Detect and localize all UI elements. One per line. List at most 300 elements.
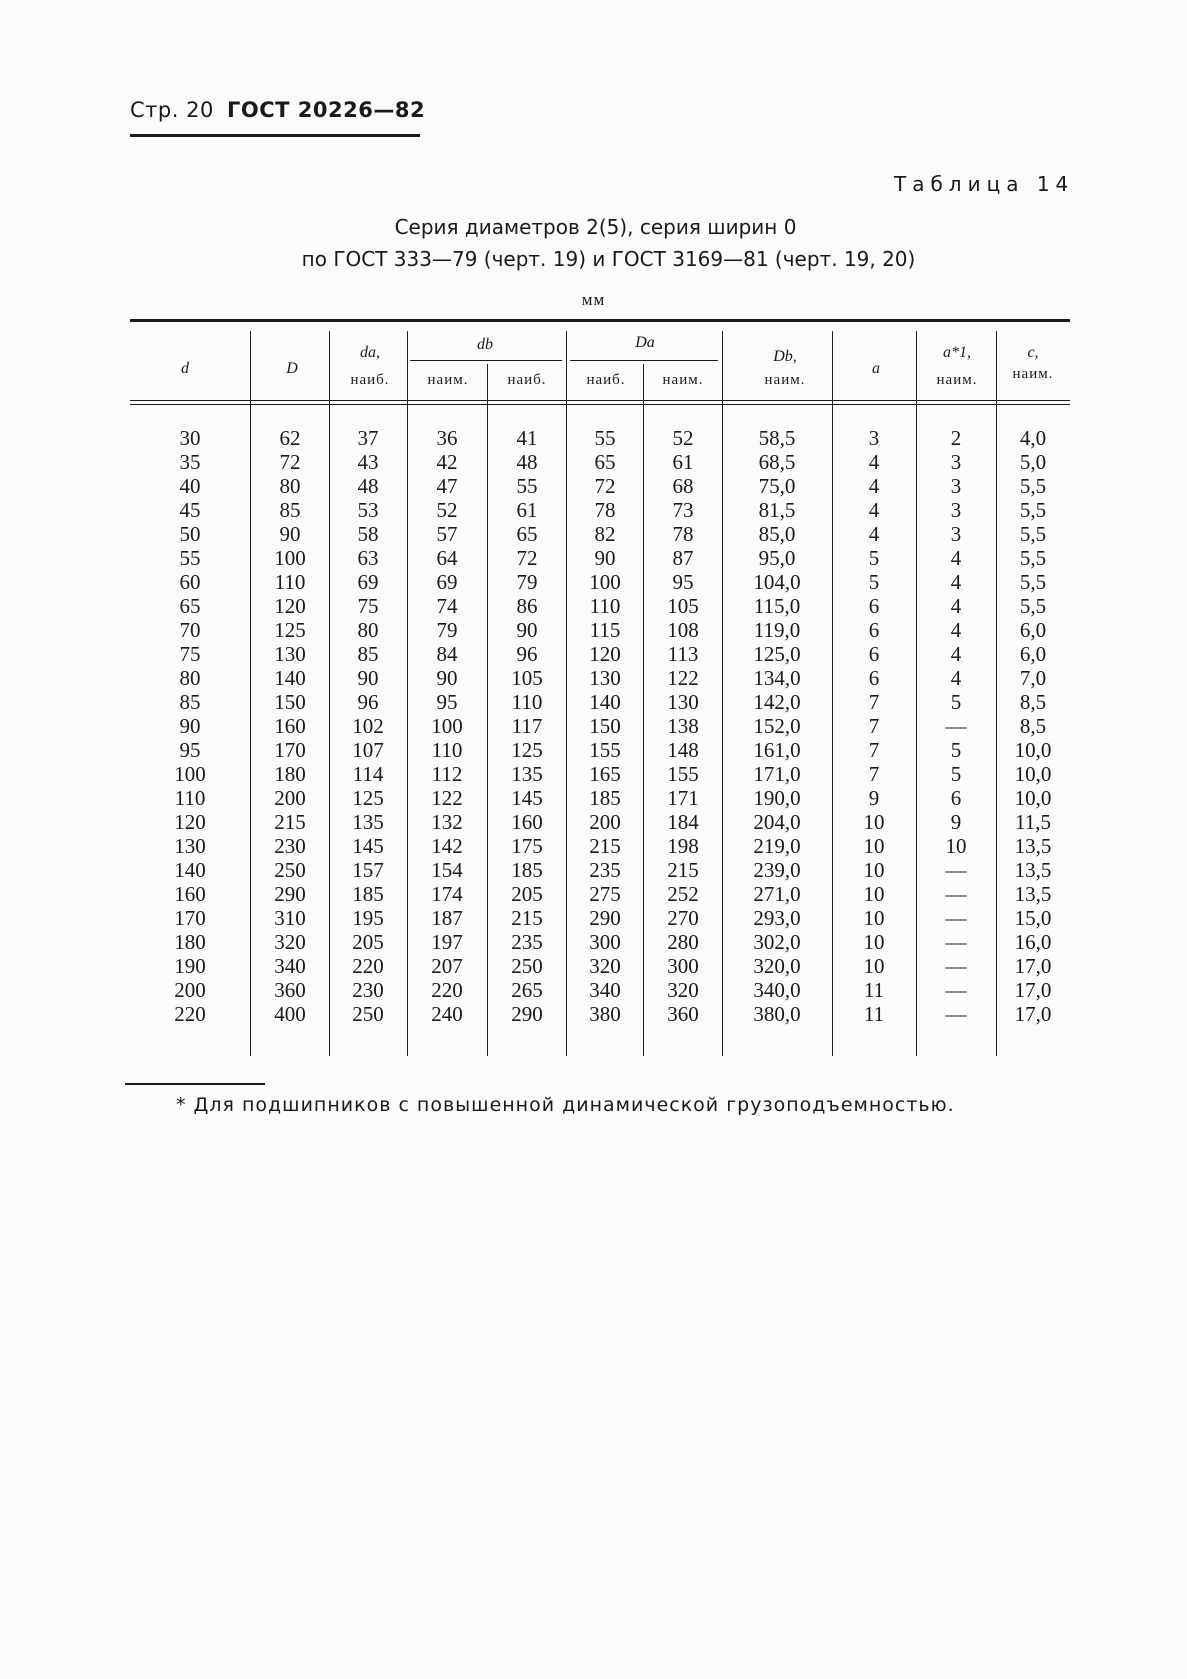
cell-Da-max: 200: [589, 810, 621, 834]
cell-da: 157: [352, 858, 384, 882]
cell-c: 10,0: [1014, 762, 1052, 786]
table-row: [0, 954, 1187, 978]
cell-Da-min: 198: [667, 834, 699, 858]
cell-Db: 340,0: [753, 978, 801, 1002]
cell-a: 9: [868, 786, 880, 810]
cell-da: 102: [352, 714, 384, 738]
cell-Da-min: 148: [667, 738, 699, 762]
cell-Da-min: 280: [667, 930, 699, 954]
cell-c: 5,5: [1019, 474, 1047, 498]
cell-da: 75: [357, 594, 379, 618]
cell-D: 120: [274, 594, 306, 618]
cell-d: 45: [179, 498, 201, 522]
cell-d: 35: [179, 450, 201, 474]
cell-a1: 10: [945, 834, 967, 858]
cell-da: 96: [357, 690, 379, 714]
cell-a1: 4: [950, 642, 962, 666]
table-row: [0, 738, 1187, 762]
cell-db-min: 79: [436, 618, 458, 642]
table-row: [0, 546, 1187, 570]
cell-a: 10: [863, 858, 885, 882]
cell-c: 7,0: [1019, 666, 1047, 690]
header-Da: Da: [635, 334, 655, 351]
cell-c: 17,0: [1014, 1002, 1052, 1026]
cell-Db: 219,0: [753, 834, 801, 858]
cell-Da-min: 184: [667, 810, 699, 834]
cell-Da-min: 360: [667, 1002, 699, 1026]
cell-Da-max: 78: [594, 498, 616, 522]
cell-Da-min: 95: [672, 570, 694, 594]
cell-db-min: 220: [431, 978, 463, 1002]
cell-db-min: 95: [436, 690, 458, 714]
header-da-sub: наиб.: [350, 372, 390, 388]
cell-d: 140: [174, 858, 206, 882]
cell-Db: 161,0: [753, 738, 801, 762]
cell-db-min: 132: [431, 810, 463, 834]
cell-c: 10,0: [1014, 738, 1052, 762]
cell-d: 40: [179, 474, 201, 498]
cell-d: 220: [174, 1002, 206, 1026]
table-row: [0, 930, 1187, 954]
cell-Da-min: 320: [667, 978, 699, 1002]
cell-Da-max: 165: [589, 762, 621, 786]
cell-db-min: 197: [431, 930, 463, 954]
cell-Da-min: 215: [667, 858, 699, 882]
table-row: [0, 762, 1187, 786]
cell-c: 10,0: [1014, 786, 1052, 810]
cell-db-min: 122: [431, 786, 463, 810]
cell-c: 5,5: [1019, 546, 1047, 570]
cell-a1: —: [945, 978, 967, 1002]
cell-db-max: 185: [511, 858, 543, 882]
cell-da: 85: [357, 642, 379, 666]
cell-d: 90: [179, 714, 201, 738]
cell-da: 250: [352, 1002, 384, 1026]
table-label: Таблица 14: [894, 172, 1075, 196]
cell-db-max: 125: [511, 738, 543, 762]
cell-c: 13,5: [1014, 882, 1052, 906]
cell-db-min: 52: [436, 498, 458, 522]
cell-D: 320: [274, 930, 306, 954]
cell-D: 90: [279, 522, 301, 546]
cell-Db: 119,0: [753, 618, 801, 642]
cell-Da-min: 252: [667, 882, 699, 906]
cell-Db: 142,0: [753, 690, 801, 714]
cell-db-min: 142: [431, 834, 463, 858]
cell-D: 170: [274, 738, 306, 762]
cell-Da-max: 72: [594, 474, 616, 498]
cell-Db: 134,0: [753, 666, 801, 690]
cell-a1: 4: [950, 618, 962, 642]
cell-D: 62: [279, 426, 301, 450]
units-label: мм: [581, 290, 606, 309]
cell-db-min: 90: [436, 666, 458, 690]
cell-db-max: 175: [511, 834, 543, 858]
cell-a: 4: [868, 450, 880, 474]
cell-a1: 5: [950, 762, 962, 786]
cell-db-max: 205: [511, 882, 543, 906]
table-row: [0, 858, 1187, 882]
cell-a1: —: [945, 1002, 967, 1026]
cell-Da-min: 130: [667, 690, 699, 714]
cell-db-max: 65: [516, 522, 538, 546]
header-db-min: наим.: [427, 372, 469, 388]
header-bottom-rule: [130, 400, 1070, 401]
cell-db-min: 100: [431, 714, 463, 738]
cell-a1: 3: [950, 498, 962, 522]
cell-c: 13,5: [1014, 858, 1052, 882]
header-d: d: [181, 360, 189, 377]
standard-number: ГОСТ 20226—82: [227, 98, 426, 122]
cell-c: 4,0: [1019, 426, 1047, 450]
cell-a: 10: [863, 810, 885, 834]
cell-D: 400: [274, 1002, 306, 1026]
cell-db-max: 215: [511, 906, 543, 930]
cell-D: 360: [274, 978, 306, 1002]
cell-a: 7: [868, 762, 880, 786]
table-row: [0, 426, 1187, 450]
cell-Db: 104,0: [753, 570, 801, 594]
cell-D: 85: [279, 498, 301, 522]
cell-da: 58: [357, 522, 379, 546]
cell-db-max: 235: [511, 930, 543, 954]
page-header: [130, 98, 425, 122]
cell-c: 15,0: [1014, 906, 1052, 930]
cell-Da-min: 52: [672, 426, 694, 450]
cell-db-min: 36: [436, 426, 458, 450]
cell-Da-min: 73: [672, 498, 694, 522]
cell-db-max: 79: [516, 570, 538, 594]
cell-a1: —: [945, 882, 967, 906]
cell-db-min: 240: [431, 1002, 463, 1026]
table-caption-line1: Серия диаметров 2(5), серия ширин 0: [394, 215, 797, 239]
cell-D: 230: [274, 834, 306, 858]
cell-a: 11: [863, 1002, 885, 1026]
cell-c: 8,5: [1019, 690, 1047, 714]
cell-da: 185: [352, 882, 384, 906]
table-row: [0, 570, 1187, 594]
cell-db-max: 110: [511, 690, 543, 714]
cell-D: 80: [279, 474, 301, 498]
cell-Db: 293,0: [753, 906, 801, 930]
cell-d: 30: [179, 426, 201, 450]
cell-Db: 115,0: [753, 594, 801, 618]
cell-D: 160: [274, 714, 306, 738]
table-row: [0, 690, 1187, 714]
cell-da: 53: [357, 498, 379, 522]
cell-a1: —: [945, 858, 967, 882]
cell-d: 130: [174, 834, 206, 858]
table-body: [0, 426, 1187, 1026]
cell-da: 220: [352, 954, 384, 978]
cell-da: 69: [357, 570, 379, 594]
cell-Da-max: 55: [594, 426, 616, 450]
cell-Da-max: 235: [589, 858, 621, 882]
header-db-max: наиб.: [507, 372, 547, 388]
cell-Da-max: 110: [589, 594, 621, 618]
cell-c: 5,5: [1019, 522, 1047, 546]
cell-D: 130: [274, 642, 306, 666]
table-row: [0, 906, 1187, 930]
cell-da: 90: [357, 666, 379, 690]
cell-D: 310: [274, 906, 306, 930]
cell-db-min: 69: [436, 570, 458, 594]
cell-Da-max: 82: [594, 522, 616, 546]
cell-db-min: 187: [431, 906, 463, 930]
cell-c: 5,5: [1019, 570, 1047, 594]
cell-D: 250: [274, 858, 306, 882]
cell-a: 4: [868, 474, 880, 498]
cell-D: 200: [274, 786, 306, 810]
cell-da: 48: [357, 474, 379, 498]
header-a1-sub: наим.: [936, 372, 978, 388]
cell-Db: 125,0: [753, 642, 801, 666]
cell-a1: —: [945, 930, 967, 954]
cell-db-min: 174: [431, 882, 463, 906]
cell-a: 6: [868, 618, 880, 642]
cell-a1: 3: [950, 474, 962, 498]
cell-a1: 4: [950, 666, 962, 690]
cell-d: 190: [174, 954, 206, 978]
cell-a1: —: [945, 714, 967, 738]
cell-db-max: 290: [511, 1002, 543, 1026]
table-row: [0, 666, 1187, 690]
cell-Db: 239,0: [753, 858, 801, 882]
cell-c: 6,0: [1019, 642, 1047, 666]
cell-D: 110: [274, 570, 306, 594]
cell-db-max: 135: [511, 762, 543, 786]
header-Da-min: наим.: [662, 372, 704, 388]
cell-db-min: 42: [436, 450, 458, 474]
cell-d: 180: [174, 930, 206, 954]
cell-c: 17,0: [1014, 954, 1052, 978]
cell-Db: 58,5: [758, 426, 796, 450]
cell-a: 10: [863, 954, 885, 978]
table-row: [0, 474, 1187, 498]
cell-d: 160: [174, 882, 206, 906]
header-c-sub: наим.: [1012, 366, 1054, 382]
cell-Da-min: 300: [667, 954, 699, 978]
cell-Da-min: 270: [667, 906, 699, 930]
cell-a: 4: [868, 522, 880, 546]
table-row: [0, 786, 1187, 810]
cell-Da-min: 105: [667, 594, 699, 618]
cell-Da-max: 185: [589, 786, 621, 810]
cell-db-min: 112: [431, 762, 463, 786]
cell-Da-max: 340: [589, 978, 621, 1002]
cell-a: 7: [868, 738, 880, 762]
cell-db-min: 74: [436, 594, 458, 618]
cell-Da-max: 290: [589, 906, 621, 930]
cell-d: 50: [179, 522, 201, 546]
cell-a: 10: [863, 930, 885, 954]
cell-da: 43: [357, 450, 379, 474]
header-Db: Db,: [773, 348, 797, 365]
cell-d: 200: [174, 978, 206, 1002]
cell-da: 80: [357, 618, 379, 642]
cell-c: 8,5: [1019, 714, 1047, 738]
cell-c: 5,5: [1019, 498, 1047, 522]
cell-db-max: 117: [511, 714, 543, 738]
cell-c: 13,5: [1014, 834, 1052, 858]
cell-Da-max: 380: [589, 1002, 621, 1026]
cell-db-min: 47: [436, 474, 458, 498]
header-D: D: [286, 360, 298, 377]
cell-db-max: 72: [516, 546, 538, 570]
cell-a: 5: [868, 546, 880, 570]
cell-Db: 271,0: [753, 882, 801, 906]
cell-a1: 4: [950, 546, 962, 570]
cell-D: 140: [274, 666, 306, 690]
cell-a: 7: [868, 714, 880, 738]
cell-D: 72: [279, 450, 301, 474]
cell-db-max: 96: [516, 642, 538, 666]
table-caption-line2: по ГОСТ 333—79 (черт. 19) и ГОСТ 3169—81 (черт. 19, 20): [301, 247, 916, 271]
cell-d: 110: [174, 786, 206, 810]
cell-Da-min: 87: [672, 546, 694, 570]
cell-d: 70: [179, 618, 201, 642]
header-Da-max: наиб.: [586, 372, 626, 388]
cell-a: 10: [863, 906, 885, 930]
cell-Db: 320,0: [753, 954, 801, 978]
cell-Da-max: 275: [589, 882, 621, 906]
cell-a: 4: [868, 498, 880, 522]
cell-Da-max: 90: [594, 546, 616, 570]
cell-db-min: 84: [436, 642, 458, 666]
db-group-rule: [410, 360, 562, 361]
footnote: * Для подшипников с повышенной динамической грузоподъемностью.: [176, 1094, 955, 1116]
cell-db-min: 110: [431, 738, 463, 762]
cell-da: 230: [352, 978, 384, 1002]
header-da: da,: [360, 344, 380, 361]
cell-Da-min: 138: [667, 714, 699, 738]
cell-db-max: 61: [516, 498, 538, 522]
page-number: Стр. 20: [130, 98, 214, 122]
cell-da: 114: [352, 762, 384, 786]
table-row: [0, 642, 1187, 666]
cell-c: 17,0: [1014, 978, 1052, 1002]
table-row: [0, 450, 1187, 474]
table-row: [0, 594, 1187, 618]
Da-group-rule: [570, 360, 718, 361]
cell-d: 60: [179, 570, 201, 594]
cell-Da-min: 171: [667, 786, 699, 810]
header-db: db: [477, 336, 493, 353]
cell-da: 195: [352, 906, 384, 930]
cell-Db: 68,5: [758, 450, 796, 474]
cell-D: 150: [274, 690, 306, 714]
cell-db-min: 154: [431, 858, 463, 882]
header-c: c,: [1027, 344, 1039, 361]
cell-Da-max: 300: [589, 930, 621, 954]
header-Db-sub: наим.: [764, 372, 806, 388]
cell-c: 11,5: [1015, 810, 1051, 834]
cell-a: 6: [868, 594, 880, 618]
table-row: [0, 618, 1187, 642]
cell-a: 5: [868, 570, 880, 594]
table-row: [0, 978, 1187, 1002]
cell-Da-max: 100: [589, 570, 621, 594]
cell-d: 95: [179, 738, 201, 762]
cell-Da-max: 120: [589, 642, 621, 666]
cell-Da-min: 108: [667, 618, 699, 642]
cell-Da-min: 113: [667, 642, 699, 666]
cell-Da-min: 78: [672, 522, 694, 546]
cell-a: 7: [868, 690, 880, 714]
footnote-rule: [125, 1083, 265, 1085]
cell-db-min: 64: [436, 546, 458, 570]
header-bottom-rule-2: [130, 404, 1070, 405]
cell-db-max: 55: [516, 474, 538, 498]
cell-Db: 171,0: [753, 762, 801, 786]
cell-c: 5,0: [1019, 450, 1047, 474]
table-row: [0, 882, 1187, 906]
cell-Da-max: 115: [589, 618, 621, 642]
cell-d: 80: [179, 666, 201, 690]
cell-a1: —: [945, 954, 967, 978]
cell-da: 145: [352, 834, 384, 858]
cell-db-max: 48: [516, 450, 538, 474]
cell-a: 10: [863, 882, 885, 906]
cell-a: 3: [868, 426, 880, 450]
cell-Da-min: 68: [672, 474, 694, 498]
cell-Db: 380,0: [753, 1002, 801, 1026]
table-top-rule: [130, 319, 1070, 322]
cell-db-max: 86: [516, 594, 538, 618]
cell-db-max: 41: [516, 426, 538, 450]
cell-db-max: 105: [511, 666, 543, 690]
cell-d: 55: [179, 546, 201, 570]
cell-Db: 85,0: [758, 522, 796, 546]
cell-db-max: 265: [511, 978, 543, 1002]
cell-a1: 6: [950, 786, 962, 810]
cell-a1: 5: [950, 690, 962, 714]
cell-d: 100: [174, 762, 206, 786]
table-row: [0, 498, 1187, 522]
cell-a: 10: [863, 834, 885, 858]
header-a1: a*1,: [943, 344, 971, 361]
table-row: [0, 834, 1187, 858]
cell-Db: 152,0: [753, 714, 801, 738]
table-row: [0, 1002, 1187, 1026]
cell-a1: 9: [950, 810, 962, 834]
cell-a1: 4: [950, 570, 962, 594]
cell-Da-min: 155: [667, 762, 699, 786]
cell-a: 6: [868, 642, 880, 666]
cell-da: 107: [352, 738, 384, 762]
cell-Da-min: 122: [667, 666, 699, 690]
cell-Da-max: 140: [589, 690, 621, 714]
cell-db-max: 250: [511, 954, 543, 978]
cell-da: 135: [352, 810, 384, 834]
header-rule: [130, 134, 420, 137]
table-row: [0, 714, 1187, 738]
cell-a: 6: [868, 666, 880, 690]
cell-c: 5,5: [1019, 594, 1047, 618]
cell-a1: 4: [950, 594, 962, 618]
cell-Da-max: 215: [589, 834, 621, 858]
cell-a1: 2: [950, 426, 962, 450]
cell-Da-max: 155: [589, 738, 621, 762]
cell-D: 100: [274, 546, 306, 570]
cell-d: 75: [179, 642, 201, 666]
cell-db-min: 57: [436, 522, 458, 546]
cell-a1: 5: [950, 738, 962, 762]
cell-Db: 95,0: [758, 546, 796, 570]
cell-d: 65: [179, 594, 201, 618]
cell-c: 6,0: [1019, 618, 1047, 642]
table-row: [0, 810, 1187, 834]
